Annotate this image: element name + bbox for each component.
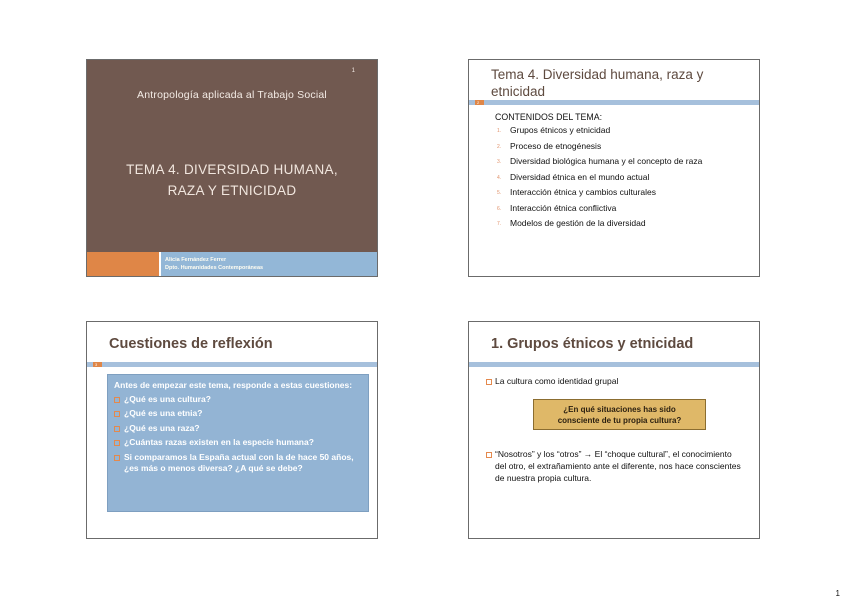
title-line-1: TEMA 4. DIVERSIDAD HUMANA, [126, 162, 338, 177]
slide-number: 1 [351, 68, 355, 74]
slide-1 [86, 59, 378, 277]
list-item: ¿Qué es una raza? [114, 423, 362, 435]
square-bullet-icon [486, 379, 492, 385]
header-band [469, 100, 759, 105]
slide-title [117, 159, 347, 201]
questions-intro: Antes de empezar este tema, responde a estas cuestiones: [114, 380, 353, 390]
author-name: Alicia Fernández Ferrer [165, 257, 227, 263]
department-name: Dpto. Humanidades Contemporáneas [165, 265, 264, 271]
slide-title: 1. Grupos étnicos y etnicidad [491, 336, 694, 352]
list-item: 4. Diversidad étnica en el mundo actual [497, 171, 650, 182]
title-slide-background [87, 60, 377, 252]
title-line-2: RAZA Y ETNICIDAD [167, 183, 297, 198]
slide-number: 3 [95, 362, 98, 367]
header-band [469, 362, 759, 367]
slide-3 [86, 321, 378, 539]
contents-list [495, 125, 751, 229]
page-number: 1 [835, 589, 840, 598]
square-bullet-icon [114, 411, 120, 417]
slide-title: Cuestiones de reflexión [109, 336, 273, 352]
course-name: Antropología aplicada al Trabajo Social [137, 89, 327, 101]
list-item: ¿Qué es una cultura? [114, 394, 362, 406]
bullet-item: “Nosotros” y los “otros” → El “choque cultural”, el conocimiento del otro, el extrañamiento ante el diferente, nos hace conscientes de nuestra propia cultura. [495, 448, 743, 484]
list-item: 2. Proceso de etnogénesis [497, 140, 602, 151]
contents-heading: CONTENIDOS DEL TEMA: [495, 112, 603, 122]
question-callout: ¿En qué situaciones has sido consciente de tu propia cultura? [533, 399, 706, 430]
slide-4 [468, 321, 760, 539]
orange-accent-block [87, 252, 159, 276]
list-item: ¿Cuántas razas existen en la especie humana? [114, 437, 362, 449]
list-item: 7. Modelos de gestión de la diversidad [497, 218, 646, 228]
list-item: 3. Diversidad biológica humana y el concepto de raza [497, 156, 703, 166]
list-item: 5. Interacción étnica y cambios culturales [497, 187, 656, 197]
square-bullet-icon [114, 397, 120, 403]
slide-2 [468, 59, 760, 277]
list-item: 1. Grupos étnicos y etnicidad [497, 125, 611, 135]
slide-title: Tema 4. Diversidad humana, raza y etnicidad [491, 67, 704, 99]
list-item: Si comparamos la España actual con la de hace 50 años, ¿es más o menos diversa? ¿A qué se debe? [114, 452, 362, 475]
header-band [87, 362, 377, 367]
bullet-item: La cultura como identidad grupal [495, 375, 735, 387]
square-bullet-icon [114, 455, 120, 461]
questions-list [114, 394, 362, 475]
square-bullet-icon [114, 426, 120, 432]
questions-box [107, 374, 369, 512]
list-item: 6. Interacción étnica conflictiva [497, 202, 617, 213]
slide-number: 2 [477, 100, 480, 105]
square-bullet-icon [114, 440, 120, 446]
list-item: ¿Qué es una etnia? [114, 408, 362, 420]
slide-content [495, 112, 751, 234]
square-bullet-icon [486, 452, 492, 458]
